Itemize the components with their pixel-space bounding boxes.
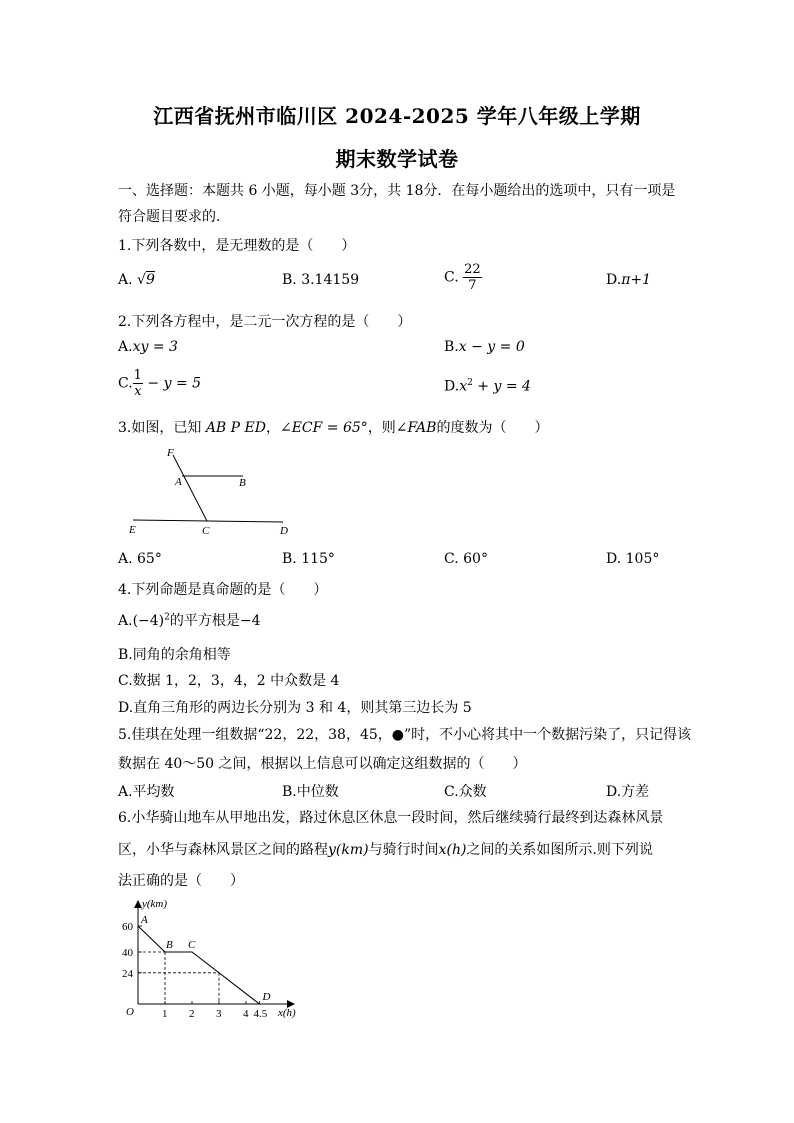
series-line bbox=[138, 926, 260, 1004]
q2-option-b: B.x − y = 0 bbox=[444, 339, 525, 355]
q1-stem: 1.下列各数中，是无理数的是（ ） bbox=[118, 238, 356, 254]
q5-option-b: B.中位数 bbox=[282, 784, 339, 800]
label-b: B bbox=[239, 477, 246, 489]
section-heading-line2: 符合题目要求的． bbox=[118, 209, 230, 225]
q5-option-d: D.方差 bbox=[606, 784, 650, 800]
q5-stem-line1: 5.佳琪在处理一组数据“22，22，38，45，●”时，不小心将其中一个数据污染了，只记得该 bbox=[118, 727, 692, 743]
q2-option-c: C. $\frac{1}{x}$ − y = 5 bbox=[118, 368, 202, 399]
y-tick-label-24: 24 bbox=[122, 967, 133, 980]
series-polyline bbox=[138, 926, 260, 1004]
q6-stem-line1: 6.小华骑山地车从甲地出发，路过休息区休息一段时间，然后继续骑行最终到达森林风景 bbox=[118, 810, 664, 826]
q4-option-c: C.数据 1，2，3，4，2 中众数是 4 bbox=[118, 673, 340, 689]
point-labels bbox=[140, 914, 271, 1003]
y-axis-label: y(km) bbox=[142, 898, 168, 910]
q1-option-b: B. 3.14159 bbox=[282, 272, 360, 288]
q2-option-a: A.xy = 3 bbox=[118, 339, 178, 355]
exam-title-line2: 期末数学试卷 bbox=[335, 147, 459, 171]
axis-ticks bbox=[122, 921, 268, 1020]
q3-option-b: B. 115° bbox=[282, 551, 335, 567]
q4-stem: 4.下列命题是真命题的是（ ） bbox=[118, 582, 328, 598]
exam-title-line1: 江西省抚州市临川区 2024-2025 学年八年级上学期 bbox=[153, 104, 641, 128]
q1-option-d: D.π+1 bbox=[606, 272, 652, 288]
section-heading-line1: 一、选择题：本题共 6 小题，每小题 3分，共 18分．在每小题给出的选项中，只有一项是 bbox=[118, 183, 676, 199]
q5-option-a: A.平均数 bbox=[118, 784, 175, 800]
point-label-b: B bbox=[166, 939, 173, 951]
q3-stem: 3.如图，已知 AB P ED，∠ECF = 65°，则∠FAB的度数为（ ） bbox=[118, 420, 549, 436]
x-tick-label-2: 2 bbox=[189, 1008, 195, 1020]
y-tick-label-60: 60 bbox=[122, 921, 133, 933]
label-d: D bbox=[280, 525, 288, 537]
origin-label: O bbox=[126, 1006, 134, 1018]
q5-stem-line2: 数据在 40～50 之间，根据以上信息可以确定这组数据的（ ） bbox=[118, 756, 527, 772]
q3-figure bbox=[125, 445, 305, 540]
q1-option-c: C. $\frac{22}{7}$ bbox=[444, 262, 481, 293]
q6-stem-line3: 法正确的是（ ） bbox=[118, 873, 244, 889]
line-fc bbox=[173, 455, 207, 521]
q5-option-c: C.众数 bbox=[444, 784, 487, 800]
line-ed bbox=[133, 520, 283, 522]
sqrt-symbol-icon: √ bbox=[137, 272, 146, 288]
q4-option-a: $A.(-4)^2$的平方根是−4 bbox=[118, 612, 261, 629]
label-c: C bbox=[202, 525, 210, 537]
label-a: A bbox=[175, 476, 182, 488]
x-axis-label: x(h) bbox=[278, 1007, 296, 1019]
q3-option-a: A. 65° bbox=[118, 551, 162, 567]
x-tick-label-1: 1 bbox=[162, 1008, 168, 1020]
point-label-d: D bbox=[262, 991, 271, 1003]
q1-option-a: A. √9 bbox=[118, 272, 155, 288]
x-tick-label-4.5: 4.5 bbox=[253, 1008, 268, 1020]
q2-stem: 2.下列各方程中，是二元一次方程的是（ ） bbox=[118, 314, 412, 330]
x-tick-label-3: 3 bbox=[216, 1008, 222, 1020]
q2-option-d: $D.x^2 + y = 4$ bbox=[444, 378, 531, 395]
q3-option-c: C. 60° bbox=[444, 551, 488, 567]
q6-distance-time-graph bbox=[118, 895, 308, 1023]
dashed-guides bbox=[138, 952, 219, 1004]
q4-option-d: D.直角三角形的两边长分别为 3 和 4，则其第三边长为 5 bbox=[118, 700, 472, 716]
point-label-c: C bbox=[188, 939, 196, 951]
fraction: $\frac{22}{7}$ bbox=[464, 262, 481, 293]
fraction: $\frac{1}{x}$ bbox=[133, 368, 142, 399]
y-tick-label-40: 40 bbox=[122, 947, 133, 959]
q4-option-b: B.同角的余角相等 bbox=[118, 647, 231, 663]
point-label-a: A bbox=[141, 914, 148, 926]
label-f: F bbox=[167, 447, 174, 459]
label-e: E bbox=[129, 524, 136, 536]
q6-stem-line2: 区，小华与森林风景区之间的路程y(km)与骑行时间x(h)之间的关系如图所示.则下列说 bbox=[118, 842, 653, 858]
x-tick-label-4: 4 bbox=[243, 1008, 249, 1020]
q3-option-d: D. 105° bbox=[606, 551, 660, 567]
